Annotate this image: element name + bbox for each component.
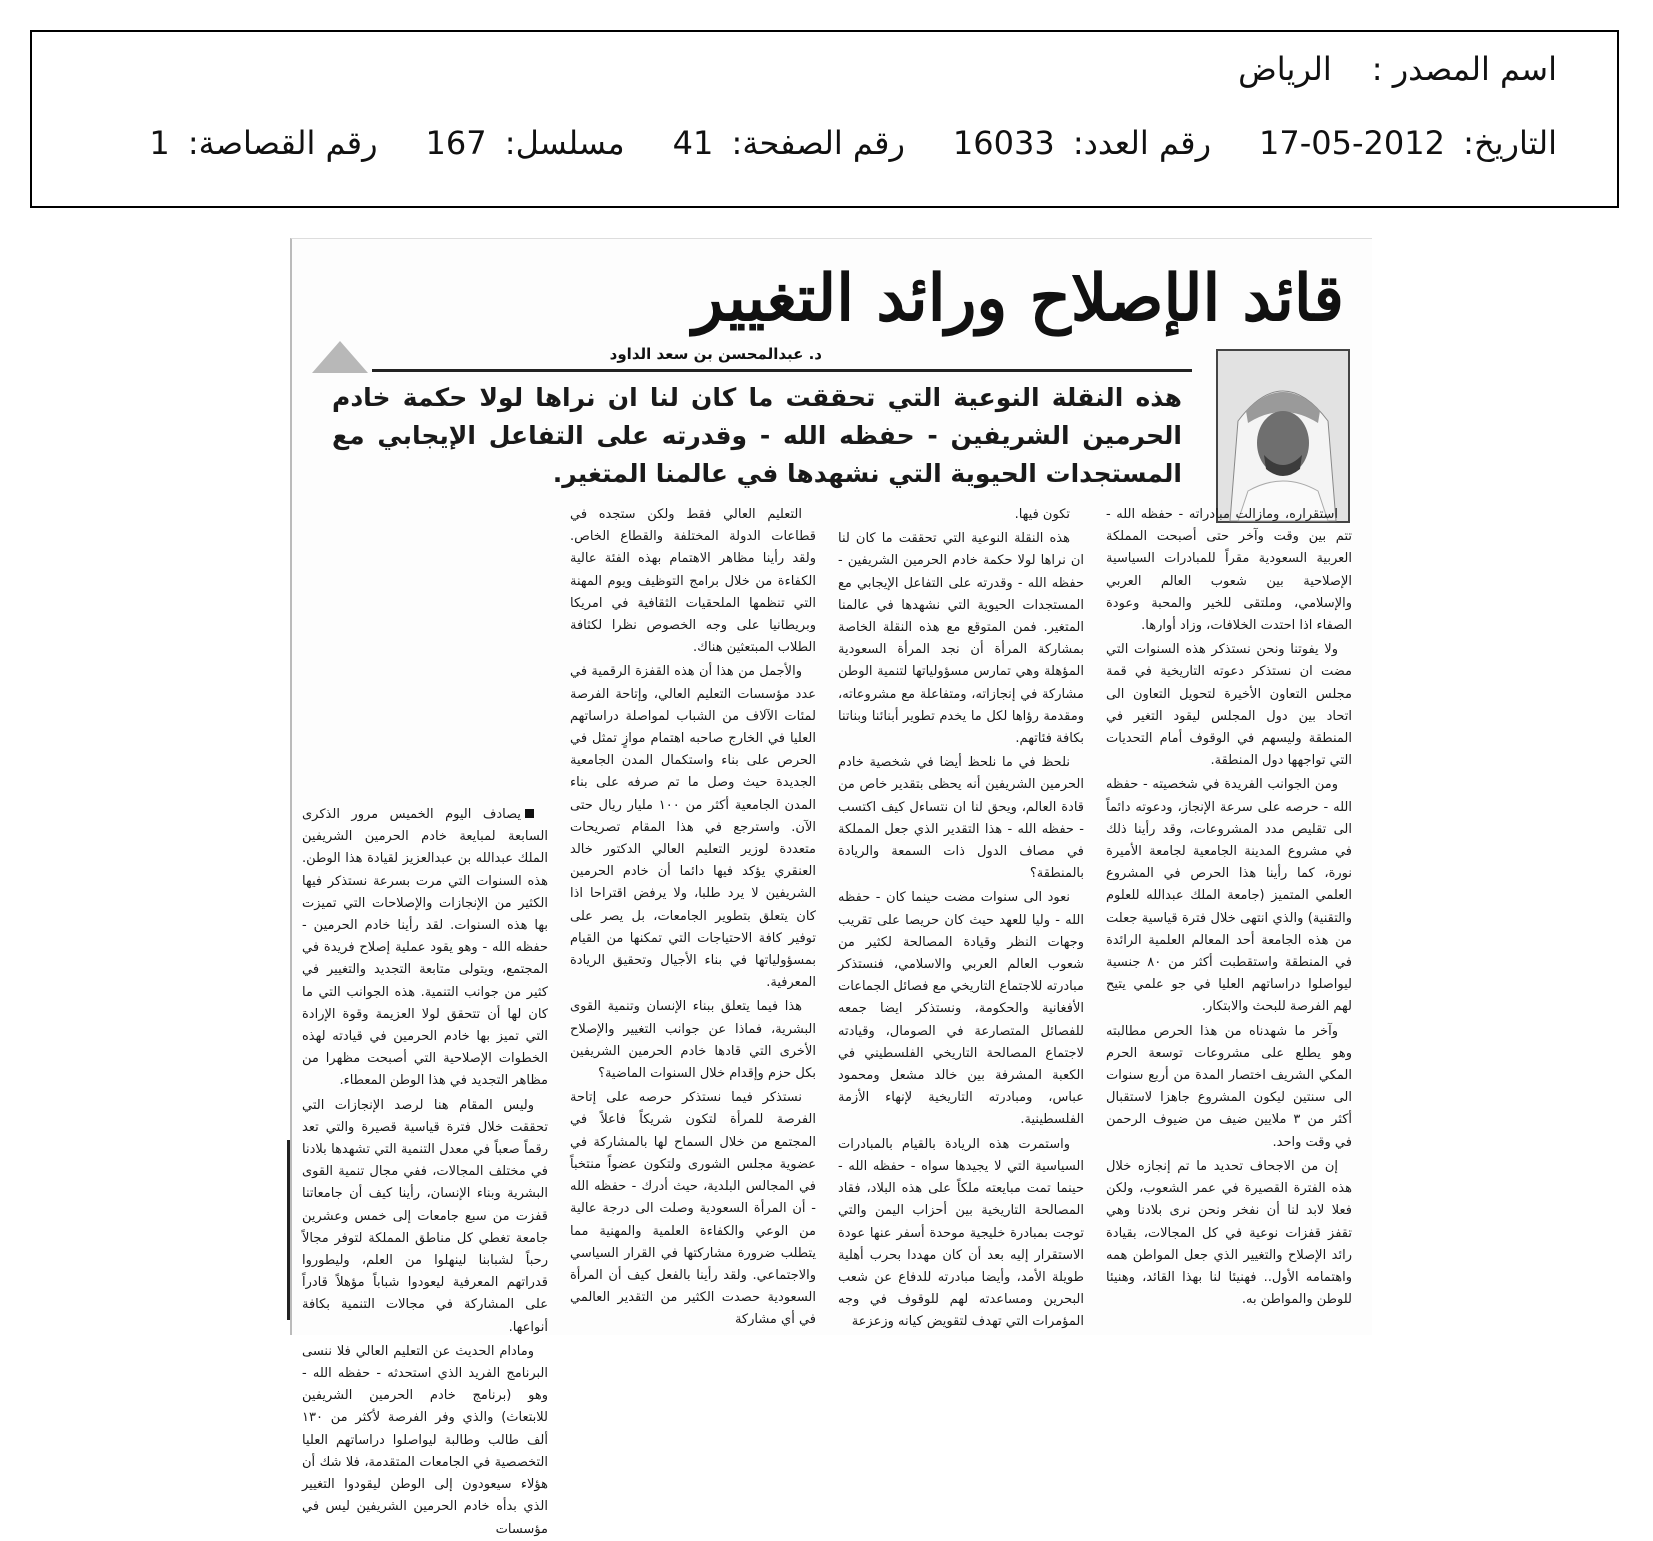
photo-spacer	[302, 504, 548, 804]
paragraph: واستمرت هذه الريادة بالقيام بالمبادرات السياسية التي لا يجيدها سواه - حفظه الله - حينما تمت مبايعته ملكاً على هذه البلاد، فقاد المصالحة التاريخية بين أحزاب اليمن والتي توجت بمبادرة خليجية موحدة أسفر عنها عودة الاستقرار إليه بعد أن كان مهددا بحرب أهلية طويلة الأمد، وأيضا مبادرته للدفاع عن شعب البحرين ومساعدته لهم للوقوف في وجه المؤمرات التي تهدف لتقويض كيانه وزعزعة	[838, 1136, 1084, 1330]
author-portrait-icon	[1218, 351, 1348, 521]
serial-field	[426, 124, 625, 162]
article-headline: قائد الإصلاح ورائد التغيير	[692, 261, 1344, 336]
pull-quote: هذه النقلة النوعية التي تحققت ما كان لنا ان نراها لولا حكمة خادم الحرمين الشريفين - حفظه الله - وقدرته على التفاعل الإيجابي مع المستجدات الحيوية التي نشهدها في عالمنا المتغير.	[332, 383, 1182, 488]
column-3	[838, 504, 1084, 1330]
date-value: 2012-05-17	[1259, 124, 1445, 162]
paragraph: وآخر ما شهدناه من هذا الحرص مطالبته وهو يطلع على مشروعات توسعة الحرم المكي الشريف اختصار المدة من أربع سنوات الى سنتين ليكون المشروع جاهزا لاستقبال أكثر من ٣ ملايين ضيف من ضيوف الرحمن في وقت واحد.	[1106, 1023, 1352, 1150]
issue-label: رقم العدد:	[1072, 124, 1212, 162]
issue-value: 16033	[952, 124, 1055, 162]
paragraph: وليس المقام هنا لرصد الإنجازات التي تحققت خلال فترة قياسية قصيرة والتي تعد رقماً صعباً في معدل التنمية التي تشهدها بلادنا في مختلف المجالات، ففي مجال تنمية القوى البشرية وبناء الإنسان، رأينا كيف أن جامعاتنا قفزت من سبع جامعات إلى خمس وعشرين جامعة تغطي كل مناطق المملكة لتوفر مجالاً رحباً لشبابنا لينهلوا من العلم، وليطوروا قدراتهم المعرفية ليعودوا شباباً مؤهلاً قادراً على المشاركة في مجالات التنمية بكافة أنواعها.	[302, 1097, 548, 1335]
page-value: 41	[672, 124, 714, 162]
paragraph: نستذكر فيما نستذكر حرصه على إتاحة الفرصة للمرأة لتكون شريكاً فاعلاً في المجتمع من خلال السماح لها بالمشاركة في عضوية مجلس الشورى ولتكون عضواً منتخباً في المجالس البلدية، حيث أدرك - حفظه الله - أن المرأة السعودية وصلت الى درجة عالية من الوعي والكفاءة العلمية والمهنية مما يتطلب ضرورة مشاركتها في القرار السياسي والاجتماعي. ولقد رأينا بالفعل كيف أن المرأة السعودية حصدت الكثير من التقدير العالمي في أي مشاركة	[570, 1090, 816, 1328]
column-1	[302, 504, 548, 1537]
issue-field	[953, 124, 1211, 162]
source-row	[1238, 50, 1557, 88]
paragraph: استقراره، ومازالت مبادراته - حفظه الله - تتم بين وقت وآخر حتى أصبحت المملكة العربية السعودية مقراً للمبادرات السياسية الإصلاحية بين شعوب العالم العربي والإسلامي، وملتقى للخير والمحبة وعودة الصفاء اذا احتدت الخلافات، وزاد أوارها.	[1106, 507, 1352, 634]
details-row	[149, 124, 1557, 162]
source-metadata-box	[30, 30, 1619, 208]
column-4	[1106, 504, 1352, 1325]
serial-label: مسلسل:	[504, 124, 625, 162]
paragraph: ومادام الحديث عن التعليم العالي فلا ننسى البرنامج الفريد الذي استحدثه - حفظه الله - وهو (برنامج خادم الحرمين الشريفين للابتعاث) والذي وفر الفرصة لأكثر من ١٣٠ ألف طالب وطالبة ليواصلوا دراساتهم العليا التخصصية في الجامعات المتقدمة، فلا شك أن هؤلاء سيعودون إلى الوطن ليقودوا التغيير الذي بدأه خادم الحرمين الشريفين ليس في مؤسسات	[302, 1343, 548, 1537]
paragraph-bullet-icon	[525, 809, 534, 818]
paragraph: نلحظ في ما نلحظ أيضا في شخصية خادم الحرمين الشريفين أنه يحظى بتقدير خاص من قادة العالم، ويحق لنا ان نتساءل كيف اكتسب - حفظه الله - هذا التقدير الذي جعل المملكة في مصاف الدول ذات السمعة والريادة بالمنطقة؟	[838, 755, 1084, 882]
article-body	[302, 504, 1352, 1537]
source-label: اسم المصدر :	[1371, 50, 1557, 88]
paragraph: ومن الجوانب الفريدة في شخصيته - حفظه الله - حرصه على سرعة الإنجاز، ودعوته دائماً الى تقليص مدد المشروعات، وقد رأينا ذلك في مشروع المدينة الجامعية لجامعة الأميرة نورة، كما رأينا هذا الحرص في المشروع العلمي المتميز (جامعة الملك عبدالله للعلوم والتقنية) والذي انتهى خلال فترة قياسية جعلت من هذه الجامعة أحد المعالم العلمية الرائدة في المنطقة واستقطبت أكثر من ٨٠ جنسية ليواصلوا دراساتهم العليا في جو علمي يتيح لهم الفرصة للبحث والابتكار.	[1106, 777, 1352, 1015]
date-label: التاريخ:	[1463, 124, 1557, 162]
paragraph: التعليم العالي فقط ولكن ستجده في قطاعات الدولة المختلفة والقطاع الخاص. ولقد رأينا مظاهر الاهتمام بهذه الفئة عالية الكفاءة من خلال برامج التوظيف ويوم المهنة التي تنظمها الملحقيات الثقافية في امريكا وبريطانيا على وجه الخصوص نظرا لكثافة الطلاب المبتعثين هناك.	[570, 507, 816, 656]
clip-value: 1	[149, 124, 170, 162]
paragraph: ولا يفوتنا ونحن نستذكر هذه السنوات التي مضت ان نستذكر دعوته التاريخية في قمة مجلس التعاون الأخيرة لتحويل التعاون الى اتحاد بين دول المجلس ليقود التغير في المنطقة وليسهم في الوقوف أمام التحديات التي تواجهها دول المنطقة.	[1106, 642, 1352, 769]
paragraph: والأجمل من هذا أن هذه القفزة الرقمية في عدد مؤسسات التعليم العالي، وإتاحة الفرصة لمئات الآلاف من الشباب لمواصلة دراساتهم العليا في الخارج صاحبه اهتمام موازٍ تمثل في الحرص على بناء واستكمال المدن الجامعية الجديدة حيث وصل ما تم صرفه على بناء المدن الجامعية أكثر من ١٠٠ مليار ريال حتى الآن. واسترجع في هذا المقام تصريحات متعددة لوزير التعليم العالي الدكتور خالد العنقري يؤكد فيها دائما أن خادم الحرمين الشريفين لا يرد طلبا، ولا يرفض اقتراحا اذا كان يتعلق بتطوير الجامعات، بل يصر على توفير كافة الاحتياجات التي تمكنها من القيام بمسؤولياتها في بناء الأجيال وتحقيق الريادة المعرفية.	[570, 664, 816, 991]
paragraph	[302, 804, 548, 1093]
paragraph-text: يصادف اليوم الخميس مرور الذكرى السابعة لمبايعة خادم الحرمين الشريفين الملك عبدالله بن عبدالعزيز لقيادة هذا الوطن. هذه السنوات التي مرت بسرعة نستذكر فيها الكثير من الإنجازات والإصلاحات التي تميزت بها هذه السنوات. لقد رأينا خادم الحرمين - حفظه الله - وهو يقود عملية إصلاح فريدة في المجتمع، ويتولى متابعة التجديد والتغيير في كثير من جوانب التنمية. هذه الجوانب التي ما كان لها أن تتحقق لولا العزيمة وقوة الإرادة التي تميز بها خادم الحرمين في قيادته لهذه الخطوات الإصلاحية التي أصبحت مظهرا من مظاهر التجديد في هذا الوطن المعطاء.	[302, 807, 548, 1089]
column-2	[570, 504, 816, 1328]
paragraph: هذا فيما يتعلق ببناء الإنسان وتنمية القوى البشرية، فماذا عن جوانب التغيير والإصلاح الأخرى التي قادها خادم الحرمين الشريفين بكل حزم وإقدام خلال السنوات الماضية؟	[570, 999, 816, 1082]
paragraph: إن من الاجحاف تحديد ما تم إنجازه خلال هذه الفترة القصيرة في عمر الشعوب، ولكن فعلا لابد لنا أن نفخر ونحن نرى بلادنا وهي تقفز قفزات نوعية في كل المجالات، بقيادة رائد الإصلاح والتغيير الذي جعل المواطن همه واهتمامه الأول.. فهنيئا لنا بهذا القائد، وهنيئا للوطن والمواطن به.	[1106, 1158, 1352, 1308]
paragraph: تكون فيها.	[1014, 507, 1070, 522]
author-photo	[1216, 349, 1350, 523]
newspaper-clipping	[290, 238, 1372, 1537]
page-field	[673, 124, 905, 162]
decorative-triangle-icon	[312, 341, 368, 373]
clip-field	[149, 124, 377, 162]
byline-divider	[372, 369, 1192, 372]
article-byline: د. عبدالمحسن بن سعد الداود	[609, 345, 822, 363]
clip-label: رقم القصاصة:	[187, 124, 378, 162]
date-field	[1259, 124, 1557, 162]
paragraph: هذه النقلة النوعية التي تحققت ما كان لنا ان نراها لولا حكمة خادم الحرمين الشريفين - حفظه الله - وقدرته على التفاعل الإيجابي مع المستجدات الحيوية التي نشهدها في عالمنا المتغير. فمن المتوقع مع هذه النقلة الخاصة بمشاركة المرأة أن نجد المرأة السعودية المؤهلة وهي تمارس مسؤولياتها لتنمية الوطن مشاركة في إنجازاته، ومتفاعلة مع مشروعاته، ومقدمة رؤاها لكل ما يخدم تطوير أبنائنا وبناتنا بكافة فئاتهم.	[838, 531, 1084, 747]
source-value: الرياض	[1238, 50, 1332, 88]
page-label: رقم الصفحة:	[731, 124, 905, 162]
serial-value: 167	[425, 124, 487, 162]
paragraph: نعود الى سنوات مضت حينما كان - حفظه الله - وليا للعهد حيث كان حريصا على تقريب وجهات النظر وقيادة المصالحة لكثير من شعوب العالم العربي والاسلامي، فنستذكر مبادرته للاجتماع التاريخي مع فصائل الجماعات الأفغانية والحكومة، ونستذكر ايضا جمعه للفصائل المتصارعة في الصومال، وقيادته لاجتماع المصالحة التاريخي الفلسطيني في الكعبة المشرفة بين خالد مشعل ومحمود عباس، ومبادرته التاريخية لإنهاء الأزمة الفلسطينية.	[838, 890, 1084, 1128]
